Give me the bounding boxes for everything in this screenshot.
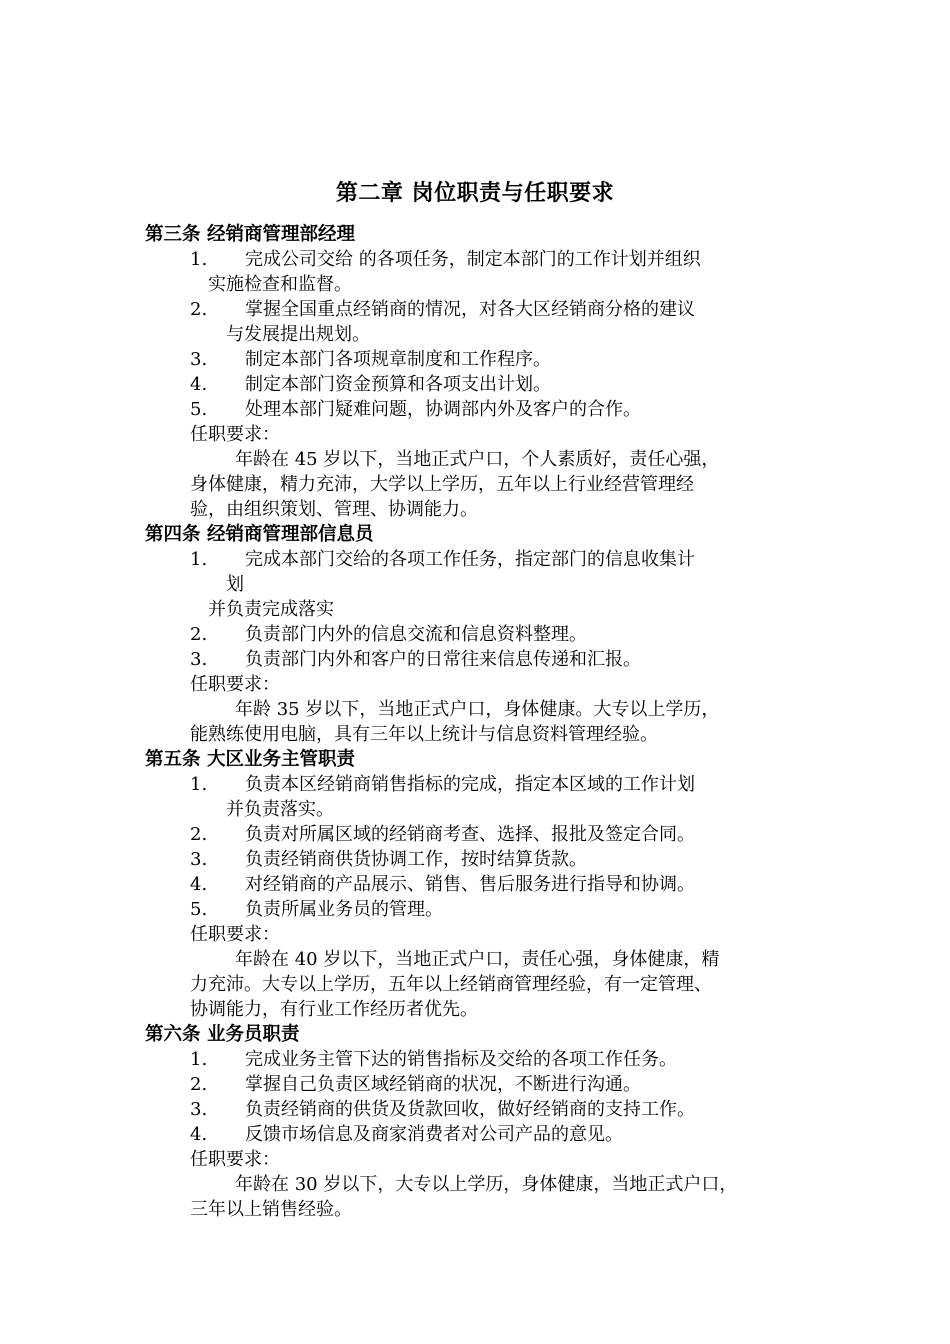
item-text: 完成业务主管下达的销售指标及交给的各项工作任务。	[245, 1049, 677, 1070]
article-3-req-line-2: 身体健康，精力充沛，大学以上学历，五年以上行业经营管理经	[190, 474, 694, 495]
article-4-item-1-cont: 划	[226, 574, 244, 595]
article-3-item-5	[190, 397, 641, 422]
item-text: 负责部门内外和客户的日常往来信息传递和汇报。	[245, 649, 641, 670]
article-3-item-1	[190, 247, 701, 272]
item-number: 2.	[190, 299, 208, 320]
article-4-item-1-cont-2: 并负责完成落实	[208, 599, 334, 620]
item-text: 负责部门内外的信息交流和信息资料整理。	[245, 624, 587, 645]
item-text: 完成本部门交给的各项工作任务，指定部门的信息收集计	[245, 549, 695, 570]
article-3-req-label: 任职要求：	[190, 424, 280, 445]
article-6-req-line-2: 三年以上销售经验。	[190, 1199, 352, 1220]
article-6-item-1	[190, 1047, 677, 1072]
article-4-item-3	[190, 647, 641, 672]
article-5-req-line-3: 协调能力，有行业工作经历者优先。	[190, 999, 478, 1020]
article-4-item-2	[190, 622, 587, 647]
item-text: 负责所属业务员的管理。	[245, 899, 443, 920]
item-text: 负责本区经销商销售指标的完成，指定本区域的工作计划	[245, 774, 695, 795]
item-number: 2.	[190, 624, 208, 645]
article-5-item-1	[190, 772, 695, 797]
article-5-item-4	[190, 872, 695, 897]
item-text: 处理本部门疑难问题，协调部内外及客户的合作。	[245, 399, 641, 420]
chapter-title: 第二章 岗位职责与任职要求	[335, 180, 615, 206]
article-3-item-1-cont: 实施检查和监督。	[208, 274, 352, 295]
item-number: 2.	[190, 1074, 208, 1095]
item-number: 2.	[190, 824, 208, 845]
item-number: 5.	[190, 899, 208, 920]
item-text: 负责经销商的供货及货款回收，做好经销商的支持工作。	[245, 1099, 695, 1120]
article-4-item-1	[190, 547, 695, 572]
article-5-item-1-cont: 并负责落实。	[226, 799, 334, 820]
item-number: 4.	[190, 1124, 208, 1145]
article-5-item-5	[190, 897, 443, 922]
article-6-item-3	[190, 1097, 695, 1122]
article-3-req-line-1: 年龄在 45 岁以下，当地正式户口，个人素质好，责任心强，	[235, 449, 720, 470]
item-number: 3.	[190, 849, 208, 870]
article-4-heading: 第四条 经销商管理部信息员	[145, 524, 374, 545]
article-4-req-line-2: 能熟练使用电脑，具有三年以上统计与信息资料管理经验。	[190, 724, 658, 745]
item-number: 1.	[190, 1049, 208, 1070]
item-number: 1.	[190, 549, 208, 570]
item-text: 制定本部门资金预算和各项支出计划。	[245, 374, 551, 395]
article-3-req-line-3: 验，由组织策划、管理、协调能力。	[190, 499, 478, 520]
item-number: 1.	[190, 774, 208, 795]
article-5-req-line-1: 年龄在 40 岁以下，当地正式户口，责任心强，身体健康，精	[235, 949, 720, 970]
article-3-item-2-cont: 与发展提出规划。	[226, 324, 370, 345]
item-text: 制定本部门各项规章制度和工作程序。	[245, 349, 551, 370]
item-text: 反馈市场信息及商家消费者对公司产品的意见。	[245, 1124, 623, 1145]
item-text: 对经销商的产品展示、销售、售后服务进行指导和协调。	[245, 874, 695, 895]
item-number: 4.	[190, 374, 208, 395]
article-3-item-4	[190, 372, 551, 397]
article-3-item-2	[190, 297, 695, 322]
article-6-req-line-1: 年龄在 30 岁以下，大专以上学历，身体健康，当地正式户口，	[235, 1174, 738, 1195]
item-text: 掌握全国重点经销商的情况，对各大区经销商分格的建议	[245, 299, 695, 320]
item-number: 3.	[190, 349, 208, 370]
item-number: 3.	[190, 1099, 208, 1120]
article-3-item-3	[190, 347, 551, 372]
article-5-item-2	[190, 822, 695, 847]
article-4-req-line-1: 年龄 35 岁以下，当地正式户口，身体健康。大专以上学历，	[235, 699, 720, 720]
article-5-req-label: 任职要求：	[190, 924, 280, 945]
item-text: 完成公司交给 的各项任务，制定本部门的工作计划并组织	[245, 249, 701, 270]
article-6-req-label: 任职要求：	[190, 1149, 280, 1170]
article-5-item-3	[190, 847, 587, 872]
article-3-heading: 第三条 经销商管理部经理	[145, 224, 355, 245]
article-5-heading: 第五条 大区业务主管职责	[145, 749, 355, 770]
item-number: 4.	[190, 874, 208, 895]
item-number: 3.	[190, 649, 208, 670]
item-text: 掌握自己负责区域经销商的状况，不断进行沟通。	[245, 1074, 641, 1095]
item-text: 负责经销商供货协调工作，按时结算货款。	[245, 849, 587, 870]
item-text: 负责对所属区域的经销商考查、选择、报批及签定合同。	[245, 824, 695, 845]
article-5-req-line-2: 力充沛。大专以上学历，五年以上经销商管理经验，有一定管理、	[190, 974, 712, 995]
article-6-item-4	[190, 1122, 623, 1147]
article-6-item-2	[190, 1072, 641, 1097]
article-6-heading: 第六条 业务员职责	[145, 1024, 300, 1045]
item-number: 1.	[190, 249, 208, 270]
item-number: 5.	[190, 399, 208, 420]
article-4-req-label: 任职要求：	[190, 674, 280, 695]
